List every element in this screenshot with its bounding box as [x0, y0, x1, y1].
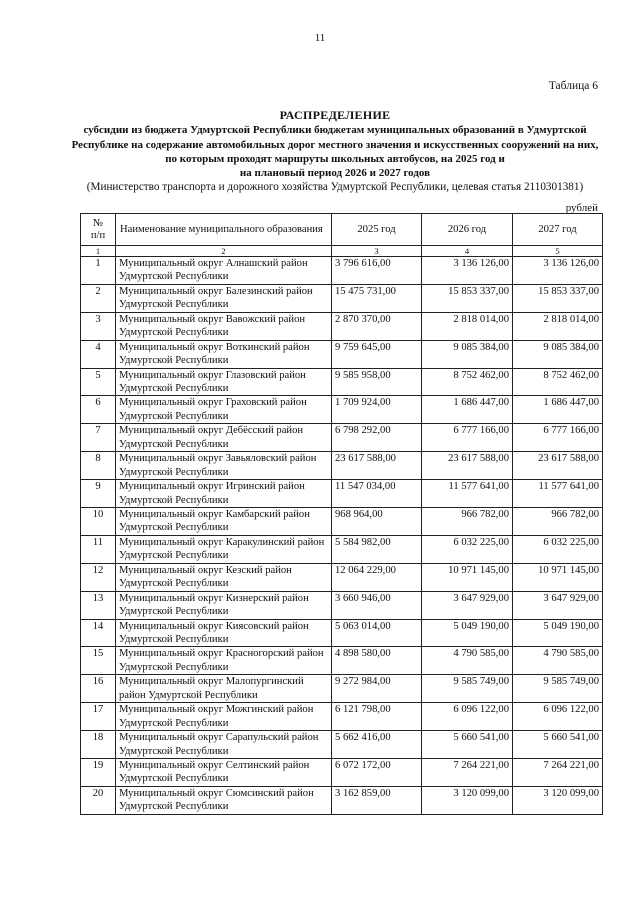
municipality-name-line-2: Удмуртской Республики: [119, 327, 229, 339]
amount-2026: 2 818 014,00: [422, 312, 513, 340]
amount-2027: 15 853 337,00: [513, 284, 603, 312]
table-row: [81, 368, 603, 396]
municipality-name: [116, 786, 332, 814]
row-number: 2: [81, 284, 116, 312]
heading-line-4: на плановый период 2026 и 2027 годов: [239, 167, 431, 180]
amount-2026: 3 647 929,00: [422, 591, 513, 619]
table-row: [81, 396, 603, 424]
municipality-name-line-1: Муниципальный округ Киясовский район: [119, 620, 309, 632]
amount-2026: 23 617 588,00: [422, 452, 513, 480]
municipality-name-line-2: Удмуртской Республики: [119, 633, 229, 645]
heading-title: РАСПРЕДЕЛЕНИЕ: [279, 108, 391, 122]
municipality-name-line-1: Муниципальный округ Можгинский район: [119, 704, 314, 716]
municipality-name-line-2: Удмуртской Республики: [119, 717, 229, 729]
municipality-name: [116, 396, 332, 424]
row-number: 6: [81, 396, 116, 424]
column-index-5: 5: [513, 246, 603, 257]
amount-2025: 15 475 731,00: [332, 284, 422, 312]
table-row: [81, 312, 603, 340]
municipality-name-line-1: Муниципальный округ Завьяловский район: [119, 453, 317, 465]
municipality-name: [116, 368, 332, 396]
table-row: [81, 759, 603, 787]
municipality-name-line-2: Удмуртской Республики: [119, 466, 229, 478]
municipality-name: [116, 424, 332, 452]
municipality-name: [116, 703, 332, 731]
municipality-name-line-2: Удмуртской Республики: [119, 773, 229, 785]
municipality-name-line-1: Муниципальный округ Каракулинский район: [119, 536, 325, 548]
amount-2025: 9 585 958,00: [332, 368, 422, 396]
municipality-name-line-2: Удмуртской Республики: [119, 661, 229, 673]
row-number: 3: [81, 312, 116, 340]
municipality-name-line-2: Удмуртской Республики: [119, 382, 229, 394]
page-number: 11: [314, 32, 326, 44]
municipality-name-line-2: Удмуртской Республики: [119, 271, 229, 283]
municipality-name-line-1: Муниципальный округ Балезинский район: [119, 285, 313, 297]
row-number: 7: [81, 424, 116, 452]
municipality-name-line-2: Удмуртской Республики: [119, 606, 229, 618]
municipality-name-line-1: Муниципальный округ Вавожский район: [119, 313, 306, 325]
document-heading: [60, 108, 610, 195]
row-number: 13: [81, 591, 116, 619]
amount-2027: 11 577 641,00: [513, 480, 603, 508]
amount-2026: 10 971 145,00: [422, 563, 513, 591]
municipality-name-line-2: Удмуртской Республики: [119, 355, 229, 367]
amount-2027: 3 120 099,00: [513, 786, 603, 814]
header-number-line-1: №: [92, 217, 104, 229]
amount-2025: 6 798 292,00: [332, 424, 422, 452]
amount-2026: 6 096 122,00: [422, 703, 513, 731]
municipality-name: [116, 452, 332, 480]
table-row: [81, 508, 603, 536]
municipality-name-line-2: Удмуртской Республики: [119, 522, 229, 534]
row-number: 12: [81, 563, 116, 591]
municipality-name: [116, 563, 332, 591]
amount-2027: 5 049 190,00: [513, 619, 603, 647]
amount-2025: 5 584 982,00: [332, 535, 422, 563]
table-row: [81, 452, 603, 480]
row-number: 14: [81, 619, 116, 647]
amount-2025: 4 898 580,00: [332, 647, 422, 675]
header-2025: 2025 год: [332, 214, 422, 246]
municipality-name: [116, 647, 332, 675]
municipality-name-line-1: Муниципальный округ Кезский район: [119, 564, 292, 576]
table-row: [81, 563, 603, 591]
amount-2027: 2 818 014,00: [513, 312, 603, 340]
municipality-name: [116, 284, 332, 312]
amount-2025: 6 072 172,00: [332, 759, 422, 787]
amount-2026: 3 120 099,00: [422, 786, 513, 814]
row-number: 20: [81, 786, 116, 814]
column-index-2: 2: [116, 246, 332, 257]
row-number: 5: [81, 368, 116, 396]
municipality-name: [116, 759, 332, 787]
amount-2025: 6 121 798,00: [332, 703, 422, 731]
amount-2026: 3 136 126,00: [422, 257, 513, 285]
table-row: [81, 535, 603, 563]
amount-2027: 9 085 384,00: [513, 340, 603, 368]
amount-2025: 3 660 946,00: [332, 591, 422, 619]
municipality-name-line-1: Муниципальный округ Глазовский район: [119, 369, 306, 381]
amount-2026: 5 660 541,00: [422, 731, 513, 759]
municipality-name-line-1: Муниципальный округ Воткинский район: [119, 341, 310, 353]
municipality-name: [116, 591, 332, 619]
amount-2025: 9 759 645,00: [332, 340, 422, 368]
amount-2026: 6 032 225,00: [422, 535, 513, 563]
row-number: 9: [81, 480, 116, 508]
amount-2026: 11 577 641,00: [422, 480, 513, 508]
table-header-row: [81, 214, 603, 246]
municipality-name-line-2: район Удмуртской Республики: [119, 689, 258, 701]
amount-2025: 9 272 984,00: [332, 675, 422, 703]
municipality-name-line-1: Муниципальный округ Красногорский район: [119, 648, 324, 660]
amount-2027: 966 782,00: [513, 508, 603, 536]
amount-2027: 9 585 749,00: [513, 675, 603, 703]
municipality-name-line-2: Удмуртской Республики: [119, 745, 229, 757]
table-body: [81, 257, 603, 815]
table-row: [81, 340, 603, 368]
municipality-name: [116, 731, 332, 759]
municipality-name: [116, 480, 332, 508]
amount-2026: 966 782,00: [422, 508, 513, 536]
municipality-name: [116, 508, 332, 536]
amount-2025: 2 870 370,00: [332, 312, 422, 340]
amount-2025: 5 662 416,00: [332, 731, 422, 759]
municipality-name-line-1: Муниципальный округ Алнашский район: [119, 258, 308, 269]
table-row: [81, 257, 603, 285]
amount-2026: 9 085 384,00: [422, 340, 513, 368]
municipality-name-line-2: Удмуртской Республики: [119, 801, 229, 813]
amount-2026: 15 853 337,00: [422, 284, 513, 312]
municipality-name-line-1: Муниципальный округ Селтинский район: [119, 760, 310, 772]
amount-2025: 11 547 034,00: [332, 480, 422, 508]
row-number: 4: [81, 340, 116, 368]
header-2027: 2027 год: [513, 214, 603, 246]
amount-2027: 7 264 221,00: [513, 759, 603, 787]
row-number: 16: [81, 675, 116, 703]
municipality-name-line-1: Муниципальный округ Сюмсинский район: [119, 787, 314, 799]
table-row: [81, 786, 603, 814]
municipality-name: [116, 675, 332, 703]
municipality-name-line-1: Муниципальный округ Игринский район: [119, 481, 305, 493]
municipality-name-line-1: Муниципальный округ Дебёсский район: [119, 425, 304, 437]
row-number: 19: [81, 759, 116, 787]
municipality-name-line-2: Удмуртской Республики: [119, 438, 229, 450]
subsidy-table: [80, 213, 603, 815]
table-row: [81, 424, 603, 452]
amount-2027: 6 032 225,00: [513, 535, 603, 563]
municipality-name: [116, 257, 332, 285]
row-number: 8: [81, 452, 116, 480]
amount-2027: 5 660 541,00: [513, 731, 603, 759]
municipality-name-line-2: Удмуртской Республики: [119, 299, 229, 311]
municipality-name-line-1: Муниципальный округ Кизнерский район: [119, 592, 309, 604]
municipality-name: [116, 535, 332, 563]
amount-2025: 1 709 924,00: [332, 396, 422, 424]
column-index-1: 1: [81, 246, 116, 257]
municipality-name-line-1: Муниципальный округ Камбарский район: [119, 509, 310, 521]
heading-line-1: субсидии из бюджета Удмуртской Республики бюджетам муниципальных образований в Удмуртской: [83, 124, 587, 137]
municipality-name-line-2: Удмуртской Республики: [119, 494, 229, 506]
amount-2027: 6 777 166,00: [513, 424, 603, 452]
heading-note: (Министерство транспорта и дорожного хозяйства Удмуртской Республики, целевая статья 2110301381): [86, 181, 584, 194]
table-label: Таблица 6: [548, 80, 598, 92]
table-row: [81, 480, 603, 508]
amount-2025: 3 162 859,00: [332, 786, 422, 814]
unit-label: рублей: [565, 202, 598, 214]
amount-2026: 6 777 166,00: [422, 424, 513, 452]
municipality-name: [116, 340, 332, 368]
row-number: 1: [81, 257, 116, 285]
table-row: [81, 647, 603, 675]
municipality-name-line-2: Удмуртской Республики: [119, 410, 229, 422]
row-number: 10: [81, 508, 116, 536]
amount-2026: 4 790 585,00: [422, 647, 513, 675]
table-row: [81, 619, 603, 647]
amount-2025: 12 064 229,00: [332, 563, 422, 591]
column-index-4: 4: [422, 246, 513, 257]
amount-2026: 9 585 749,00: [422, 675, 513, 703]
municipality-name-line-1: Муниципальный округ Малопургинский: [119, 676, 304, 688]
table-row: [81, 591, 603, 619]
amount-2025: 5 063 014,00: [332, 619, 422, 647]
amount-2027: 8 752 462,00: [513, 368, 603, 396]
amount-2027: 6 096 122,00: [513, 703, 603, 731]
amount-2026: 7 264 221,00: [422, 759, 513, 787]
row-number: 17: [81, 703, 116, 731]
table-row: [81, 703, 603, 731]
amount-2026: 5 049 190,00: [422, 619, 513, 647]
amount-2027: 23 617 588,00: [513, 452, 603, 480]
municipality-name-line-1: Муниципальный округ Сарапульский район: [119, 732, 319, 744]
amount-2025: 23 617 588,00: [332, 452, 422, 480]
municipality-name-line-1: Муниципальный округ Граховский район: [119, 397, 307, 409]
row-number: 15: [81, 647, 116, 675]
municipality-name-line-2: Удмуртской Республики: [119, 578, 229, 590]
row-number: 18: [81, 731, 116, 759]
amount-2027: 10 971 145,00: [513, 563, 603, 591]
table-row: [81, 675, 603, 703]
amount-2027: 3 647 929,00: [513, 591, 603, 619]
amount-2026: 8 752 462,00: [422, 368, 513, 396]
heading-line-3: по которым проходят маршруты школьных автобусов, на 2025 год и: [165, 152, 505, 165]
row-number: 11: [81, 535, 116, 563]
amount-2026: 1 686 447,00: [422, 396, 513, 424]
amount-2025: 3 796 616,00: [332, 257, 422, 285]
amount-2027: 4 790 585,00: [513, 647, 603, 675]
municipality-name: [116, 619, 332, 647]
table-row: [81, 284, 603, 312]
amount-2027: 3 136 126,00: [513, 257, 603, 285]
header-name: Наименование муниципального образования: [116, 214, 332, 246]
amount-2027: 1 686 447,00: [513, 396, 603, 424]
column-index-row: [81, 246, 603, 257]
municipality-name-line-2: Удмуртской Республики: [119, 550, 229, 562]
header-number: [81, 214, 116, 246]
header-2026: 2026 год: [422, 214, 513, 246]
table-row: [81, 731, 603, 759]
header-number-line-2: п/п: [90, 229, 106, 241]
municipality-name: [116, 312, 332, 340]
amount-2025: 968 964,00: [332, 508, 422, 536]
heading-line-2: Республике на содержание автомобильных дорог местного значения и искусственных сооружений на них,: [71, 138, 599, 151]
column-index-3: 3: [332, 246, 422, 257]
